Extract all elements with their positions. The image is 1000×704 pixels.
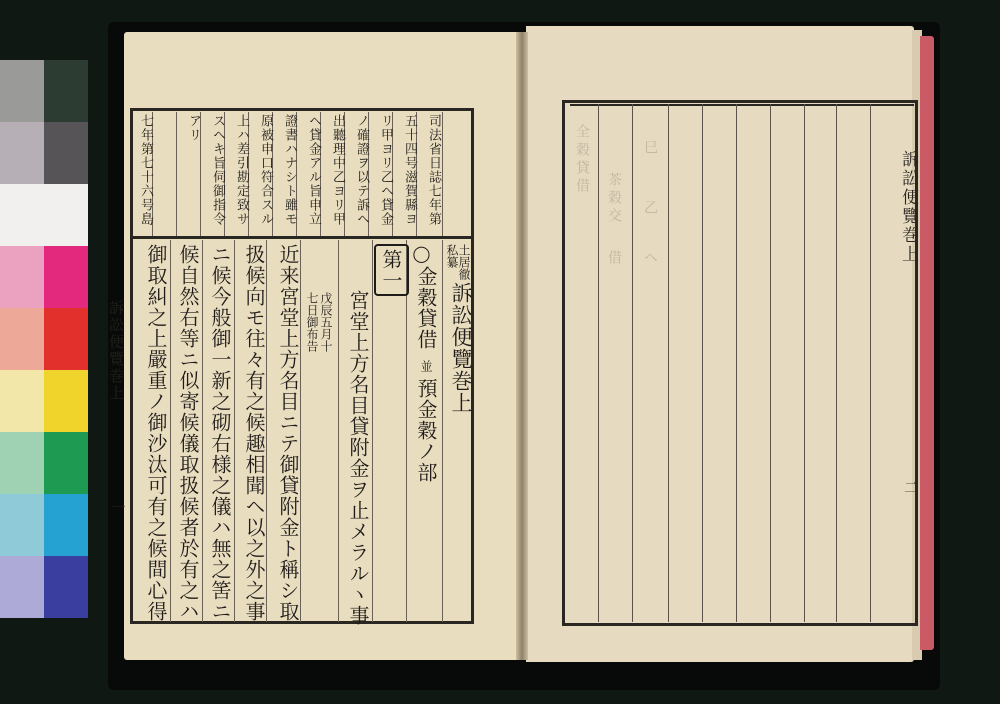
headnote-column: 原被申口符合スル	[258, 114, 273, 226]
headnote-column: ヘ貸金アル旨申立	[306, 114, 321, 226]
item-title: 宮堂上方名目貸附金ヲ止メラルヽ事	[346, 290, 370, 626]
headnote-column: ノ確證ヲ以テ訴ヘ	[354, 114, 369, 226]
color-swatch	[0, 308, 44, 370]
headnote-column: 上ハ差引勘定致サ	[234, 114, 249, 226]
headnote-column: 證書ハナシト雖モ	[282, 114, 297, 226]
body-text-column: 候自然右等ニ似寄候儀取扱候者於有之ハ	[176, 244, 200, 622]
decree-date: 七日御布告	[305, 292, 319, 352]
body-text-column: 御取糾之上嚴重ノ御沙汰可有之候間心得	[144, 244, 168, 622]
page-number: 一	[109, 500, 127, 517]
spine-title: 訴訟便覽巻上	[898, 150, 918, 264]
color-swatch	[0, 60, 44, 122]
bleed-through-text: 借	[606, 250, 622, 268]
color-swatch	[0, 494, 44, 556]
color-swatch	[44, 246, 88, 308]
book-title: 訴訟便覽巻上	[449, 282, 473, 414]
headnote-column: 出聽理中乙ヨリ甲	[330, 114, 345, 226]
color-swatch	[0, 246, 44, 308]
body-text-column: 扱候向モ往々有之候趣相聞ヘ以之外之事	[242, 244, 266, 622]
color-swatch	[44, 370, 88, 432]
color-swatch	[0, 370, 44, 432]
author-note: 私纂	[445, 244, 459, 268]
bleed-through-text: 巳	[642, 140, 658, 158]
circle-mark: ◯	[412, 244, 431, 264]
bleed-through-text: 茶穀交	[606, 172, 622, 226]
color-swatch	[0, 184, 44, 246]
book-cover-edge	[920, 36, 934, 650]
author-name: 土居徹	[457, 244, 471, 280]
color-swatch	[44, 60, 88, 122]
color-swatch	[44, 556, 88, 618]
decree-date: 戊辰五月十	[319, 292, 333, 352]
color-swatch	[44, 184, 88, 246]
headnote-divider	[132, 236, 472, 239]
headnote-column: 五十四号滋賀縣ヨ	[402, 114, 417, 226]
spine-title: 訴訟便覽巻上	[107, 300, 125, 402]
headnote-column: 七年第七十六号島	[138, 114, 153, 226]
headnote-column: スヘキ旨伺御指令	[210, 114, 225, 226]
color-checker	[0, 60, 88, 620]
bleed-through-text: ヘ	[642, 250, 658, 268]
headnote-column: アリ	[186, 114, 201, 142]
bleed-through-text: 全穀貸借	[574, 124, 590, 196]
bleed-through-text: 乙	[642, 200, 658, 218]
headnote-column: 司法省日誌七年第	[426, 114, 441, 226]
color-swatch	[44, 432, 88, 494]
color-swatch	[44, 308, 88, 370]
color-swatch	[0, 432, 44, 494]
book-gutter	[516, 32, 528, 660]
color-swatch	[0, 122, 44, 184]
item-number: 第一	[374, 244, 409, 296]
section-heading-rest: 預金穀ノ部	[414, 378, 438, 483]
section-heading: 金穀貸借	[414, 266, 438, 350]
color-swatch	[44, 494, 88, 556]
page-number: 二	[902, 480, 918, 496]
section-heading-small: 並	[419, 360, 433, 372]
color-swatch	[44, 122, 88, 184]
color-swatch	[0, 556, 44, 618]
headnote-column: リ甲ヨリ乙ヘ貸金	[378, 114, 393, 226]
body-text-column: 近来宮堂上方名目ニテ御貸附金ト稱シ取	[276, 244, 300, 622]
body-text-column: ニ候今般御一新之砌右様之儀ハ無之筈ニ	[208, 244, 232, 622]
